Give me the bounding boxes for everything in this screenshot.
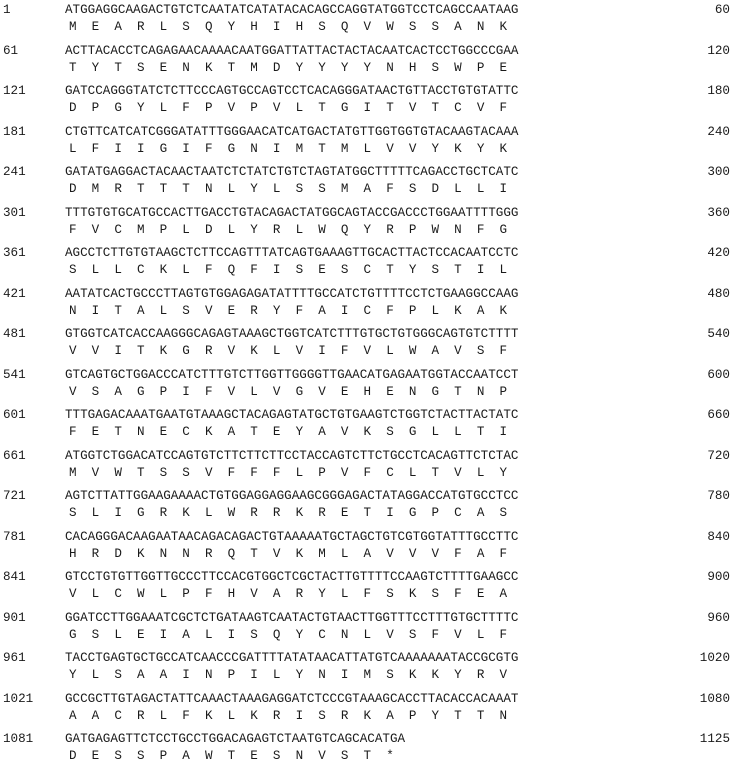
end-position: 720 bbox=[707, 448, 730, 463]
amino-acid-translation: NITALSVERYFAICFPLKAK bbox=[69, 303, 523, 318]
sequence-row bbox=[0, 206, 738, 242]
start-position: 241 bbox=[3, 165, 26, 179]
nucleotide-sequence: GTCCTGTGTTGGTTGCCCTTCCACGTGGCTCGCTACTTGTTTTCCAAGTCTTTTGAAGCC bbox=[65, 570, 519, 584]
sequence-row bbox=[0, 165, 738, 201]
start-position: 961 bbox=[3, 651, 26, 665]
nucleotide-sequence: TACCTGAGTGCTGCCATCAACCCGATTTTATATAACATTATGTCAAAAAAATACCGCGTG bbox=[65, 651, 519, 665]
amino-acid-translation: HRDKNNRQTVKMLAVVVFAF bbox=[69, 546, 523, 561]
sequence-row bbox=[0, 449, 738, 485]
end-position: 1020 bbox=[699, 651, 730, 665]
start-position: 1081 bbox=[3, 732, 34, 746]
amino-acid-translation: TYTSENKTMDYYYYNHSWPE bbox=[69, 60, 523, 75]
start-position: 721 bbox=[3, 489, 26, 503]
end-position: 360 bbox=[707, 205, 730, 220]
start-position: 61 bbox=[3, 43, 19, 58]
amino-acid-translation: YLSAAINPILYNIMSKKYRV bbox=[69, 668, 523, 682]
end-position: 780 bbox=[707, 489, 730, 503]
end-position: 180 bbox=[707, 84, 730, 98]
sequence-row bbox=[0, 246, 738, 282]
start-position: 1 bbox=[3, 3, 11, 17]
start-position: 421 bbox=[3, 286, 26, 301]
start-position: 481 bbox=[3, 327, 26, 341]
nucleotide-sequence: CACAGGGACAAGAATAACAGACAGACTGTAAAAATGCTAGCTGTCGTGGTATTTGCCTTC bbox=[65, 529, 519, 544]
amino-acid-translation: FETNECKATEYAVKSGLLTI bbox=[69, 425, 523, 439]
amino-acid-translation: VSAGPIFVLVGVEHENGTNP bbox=[69, 384, 523, 399]
start-position: 361 bbox=[3, 246, 26, 260]
end-position: 240 bbox=[707, 124, 730, 139]
end-position: 540 bbox=[707, 327, 730, 341]
start-position: 781 bbox=[3, 529, 26, 544]
end-position: 300 bbox=[707, 165, 730, 179]
sequence-row bbox=[0, 44, 738, 80]
sequence-row bbox=[0, 570, 738, 606]
amino-acid-translation: FVCMPLDLYRLWQYRPWNFG bbox=[69, 222, 523, 237]
start-position: 901 bbox=[3, 610, 26, 625]
nucleotide-sequence: TTTGTGTGCATGCCACTTGACCTGTACAGACTATGGCAGTACCGACCCTGGAATTTTGGG bbox=[65, 205, 519, 220]
end-position: 480 bbox=[707, 286, 730, 301]
amino-acid-translation: VVITKGRVKLVIFVLWAVSF bbox=[69, 344, 523, 358]
nucleotide-sequence: TTTGAGACAAATGAATGTAAAGCTACAGAGTATGCTGTGAAGTCTGGTCTACTTACTATC bbox=[65, 408, 519, 422]
sequence-row bbox=[0, 489, 738, 525]
start-position: 661 bbox=[3, 448, 26, 463]
nucleotide-sequence: ATGGTCTGGACATCCAGTGTCTTCTTCTTCCTACCAGTCTTCTGCCTCACAGTTCTCTAC bbox=[65, 448, 519, 463]
end-position: 660 bbox=[707, 408, 730, 422]
end-position: 600 bbox=[707, 367, 730, 382]
sequence-row bbox=[0, 3, 738, 39]
sequence-row bbox=[0, 732, 738, 768]
end-position: 1080 bbox=[699, 691, 730, 706]
end-position: 840 bbox=[707, 529, 730, 544]
sequence-row bbox=[0, 692, 738, 728]
sequence-row bbox=[0, 408, 738, 444]
end-position: 900 bbox=[707, 570, 730, 584]
nucleotide-sequence: GATCCAGGGTATCTCTTCCCAGTGCCAGTCCTCACAGGGATAACTGTTACCTGTGTATTC bbox=[65, 84, 519, 98]
nucleotide-sequence: GTGGTCATCACCAAGGGCAGAGTAAAGCTGGTCATCTTTGTGCTGTGGGCAGTGTCTTTT bbox=[65, 327, 519, 341]
amino-acid-translation: AACRLFKLKRISRKAPYTTN bbox=[69, 708, 523, 723]
end-position: 60 bbox=[714, 3, 730, 17]
amino-acid-translation: VLCWLPFHVARYLFSKSFEA bbox=[69, 587, 523, 601]
nucleotide-sequence: AGCCTCTTGTGTAAGCTCTTCCAGTTTATCAGTGAAAGTTGCACTTACTCCACAATCCTC bbox=[65, 246, 519, 260]
nucleotide-sequence: ACTTACACCTCAGAGAACAAAACAATGGATTATTACTACTACAATCACTCCTGGCCCGAA bbox=[65, 43, 519, 58]
nucleotide-sequence: GTCAGTGCTGGACCCATCTTTGTCTTGGTTGGGGTTGAACATGAGAATGGTACCAATCCT bbox=[65, 367, 519, 382]
sequence-row bbox=[0, 287, 738, 323]
sequence-row bbox=[0, 84, 738, 120]
amino-acid-translation: DMRTTTNLYLSSMAFSDLLI bbox=[69, 182, 523, 196]
amino-acid-translation: MEARLSQYHIHSQVWSSANK bbox=[69, 20, 523, 34]
start-position: 601 bbox=[3, 408, 26, 422]
amino-acid-translation: GSLEIALISQYCNLVSFVLF bbox=[69, 627, 523, 642]
nucleotide-sequence: ATGGAGGCAAGACTGTCTCAATATCATATACACAGCCAGGTATGGTCCTCAGCCAATAAG bbox=[65, 3, 519, 17]
amino-acid-translation: DPGYLFPVPVLTGITVTCVF bbox=[69, 101, 523, 115]
sequence-row bbox=[0, 125, 738, 161]
sequence-row bbox=[0, 530, 738, 566]
sequence-row bbox=[0, 368, 738, 404]
end-position: 960 bbox=[707, 610, 730, 625]
start-position: 541 bbox=[3, 367, 26, 382]
nucleotide-sequence: AGTCTTATTGGAAGAAAACTGTGGAGGAGGAAGCGGGAGACTATAGGACCATGTGCCTCC bbox=[65, 489, 519, 503]
start-position: 121 bbox=[3, 84, 26, 98]
end-position: 120 bbox=[707, 43, 730, 58]
nucleotide-sequence: GATATGAGGACTACAACTAATCTCTATCTGTCTAGTATGGCTTTTTCAGACCTGCTCATC bbox=[65, 165, 519, 179]
start-position: 301 bbox=[3, 205, 26, 220]
sequence-row bbox=[0, 611, 738, 647]
amino-acid-translation: LFIIGIFGNIMTMLVVYKYK bbox=[69, 141, 523, 156]
nucleotide-sequence: CTGTTCATCATCGGGATATTTGGGAACATCATGACTATGTTGGTGGTGTACAAGTACAAA bbox=[65, 124, 519, 139]
sequence-row bbox=[0, 327, 738, 363]
sequence-row bbox=[0, 651, 738, 687]
end-position: 1125 bbox=[699, 732, 730, 746]
start-position: 181 bbox=[3, 124, 26, 139]
amino-acid-translation: SLLCKLFQFISESCTYSTIL bbox=[69, 263, 523, 277]
nucleotide-sequence: AATATCACTGCCCTTAGTGTGGAGAGATATTTTGCCATCTGTTTTCCTCTGAAGGCCAAG bbox=[65, 286, 519, 301]
end-position: 420 bbox=[707, 246, 730, 260]
start-position: 1021 bbox=[3, 691, 34, 706]
nucleotide-sequence: GATGAGAGTTCTCCTGCCTGGACAGAGTCTAATGTCAGCACATGA bbox=[65, 732, 406, 746]
amino-acid-translation: MVWTSSVFFFLPVFCLTVLY bbox=[69, 465, 523, 480]
amino-acid-translation: DESSPAWTESNVST* bbox=[69, 749, 409, 763]
nucleotide-sequence: GGATCCTTGGAAATCGCTCTGATAAGTCAATACTGTAACTTGGTTTCCTTTGTGCTTTTC bbox=[65, 610, 519, 625]
nucleotide-sequence: GCCGCTTGTAGACTATTCAAACTAAAGAGGATCTCCCGTAAAGCACCTTACACCACAAAT bbox=[65, 691, 519, 706]
amino-acid-translation: SLIGRKLWRRKRETIGPCAS bbox=[69, 506, 523, 520]
start-position: 841 bbox=[3, 570, 26, 584]
